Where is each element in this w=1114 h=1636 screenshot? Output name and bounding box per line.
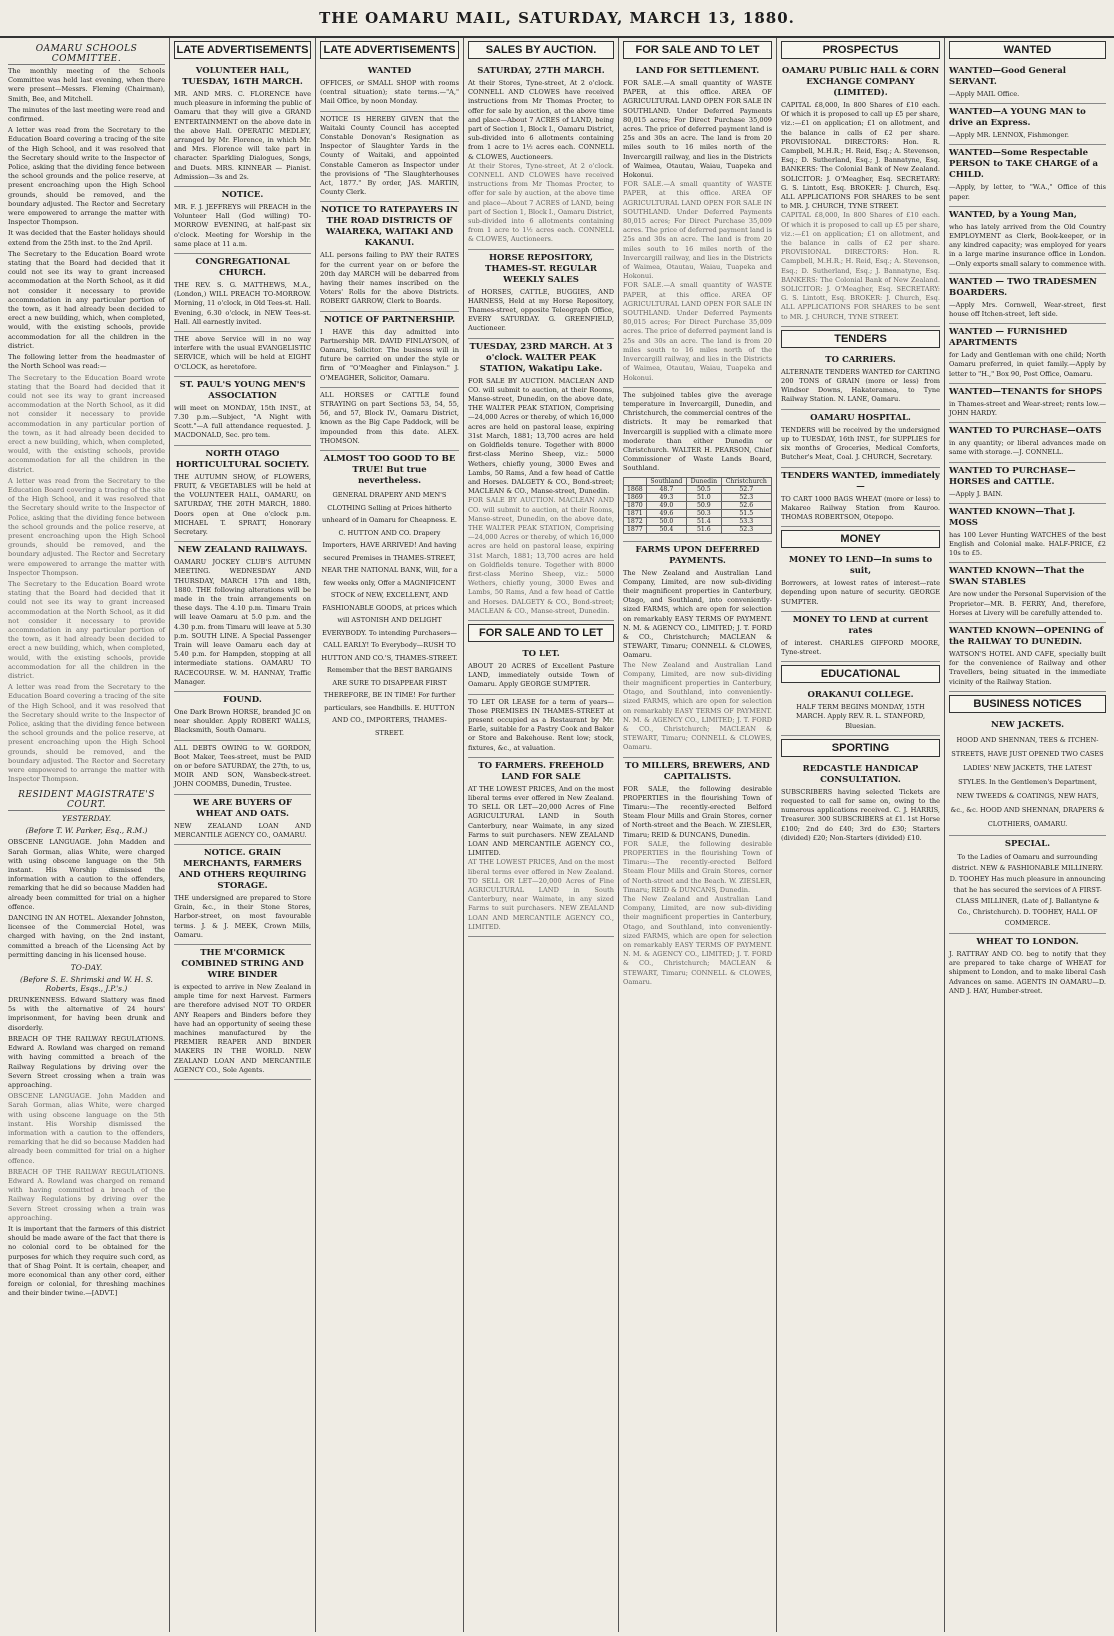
ad-body: ALL HORSES or CATTLE found STRAYING on part Sections 53, 54, 55, 56, and 57, Block IV., Oamaru District, known as the Big Cape Paddock, will be impounded from this date. ALEX. THOMSON. — [320, 390, 459, 445]
ad-body: is expected to arrive in New Zealand in ample time for next Harvest. Farmers are therefore advised NOT TO ORDER ANY Reapers and Binders before they have had an opportunity of seeing these machines manufactured by the PREMIER REAPER AND BINDER MAKERS IN THE WORLD. NEW ZEALAND LOAN AND MERCANTILE AGENCY CO., Sole Agents. — [174, 983, 311, 1074]
table-row — [624, 485, 772, 493]
ad-title: REDCASTLE HANDICAP CONSULTATION. — [802, 763, 919, 785]
advertisement — [320, 63, 459, 112]
table-cell: 1872 — [624, 517, 647, 525]
ad-body: has 100 Lever Hunting WATCHES of the best English and Colonial make. HALF-PRICE, £2 10s to £5. — [949, 530, 1106, 558]
table-cell: 53.3 — [721, 517, 771, 525]
ad-title: WANTED—A YOUNG MAN to drive an Express. — [949, 107, 1086, 129]
article-para: The Secretary to the Education Board wrote stating that the Board had decided that it could not see its way to grant increased accommodation at the North School, as it did not consider it necessary to provide accommodation in any particular portion of the town, as it had already been decided to erect a new building, which, when completed, would, with the existing schools, provide accommodation for all the children in the district. — [8, 373, 165, 474]
ad-body: FOR SALE BY AUCTION. MACLEAN AND CO. will submit to auction, at their Rooms, Manse-street, Dunedin, on the above date, THE WALTER PEAK STATION, Comprising—24,000 Acres or thereby, of which 16,000 acres are held on pastoral lease, expiring 31st March, 1881; 13,700 acres are held on Goldfields tenure. Together with 8000 first-class Merino Sheep, viz.: 5000 Wethers, chiefly young, 3000 Ewes and Lambs, 50 Rams, And a few head of Cattle and Horses. DALGETY & CO., Bond-street; MACLEAN & CO., Manse-street, Dunedin. — [468, 376, 614, 496]
advertisement — [623, 63, 772, 388]
article-para: OBSCENE LANGUAGE. John Madden and Sarah Gorman, alias White, were charged with using obscene language on the 5th instant. His Worship dismissed the information with a caution to the offenders, remarking that he did so because Madden had already been committed for trial on a higher offence. — [8, 1092, 165, 1165]
article-para: A letter was read from the Secretary to the Education Board covering a tracing of the site of the High School, and it was resolved that the Secretary should write to the Inspector of Police, asking that the dividing fence between the school grounds and the police reserve, at present encroaching upon the High School grounds, should be removed, and the boundary adjusted. The Rector and Secretary were empowered to arrange the matter with Inspector Thompson. — [8, 126, 165, 227]
advertisement — [174, 945, 311, 1080]
article-para: The Secretary to the Education Board wrote stating that the Board had decided that it could not see its way to grant increased accommodation at the North School, as it did not consider it necessary to provide accommodation in any particular portion of the town, as it had already been decided to erect a new building, which, when completed, would, with the existing schools, provide accommodation for all the children in the district. — [8, 249, 165, 350]
ad-title: NOTICE. GRAIN MERCHANTS, FARMERS AND OTHERS REQUIRING STORAGE. — [178, 847, 307, 891]
table-cell: 52.3 — [721, 493, 771, 501]
advertisement — [781, 352, 940, 410]
ad-body: ALL persons failing to PAY their RATES for the current year on or before the 20th day MARCH will be debarred from having their names inscribed on the Voters' Rolls for the above Districts. ROBERT GARROW, Clerk to Boards. — [320, 251, 459, 306]
ad-body: MR. AND MRS. C. FLORENCE have much pleasure in informing the public of Oamaru that they will give a GRAND ENTERTAINMENT on the above date in the above Hall. OPERATIC MEDLEY, arranged by Mr. Florence, in which Mr. and Mrs. Florence will take part in character. Sparkling Dialogues, Songs, and Duets. MRS. KINNEAR — Pianist. Admission—3s and 2s. — [174, 90, 311, 181]
table-cell: 50.9 — [687, 501, 721, 509]
ad-title: WANTED — TWO TRADESMEN BOARDERS. — [949, 276, 1097, 298]
ad-body: FOR SALE.—A small quantity of WASTE PAPER, at this office. AREA OF AGRICULTURAL LAND OPEN FOR SALE IN SOUTHLAND. Under Deferred Payments 80,015 acres; For Direct Purchase 35,009 acres. The price of deferred payment land is 25s and 30s an acre. The land is from 20 miles south to 16 miles north of the Invercargill railway, and lies in the Districts of Waimea, Otautau, Waiau, Tuapeka and Hokonui. — [623, 281, 772, 382]
sub-heading: (Before S. E. Shrimski and W. H. S. Roberts, Esqs., J.P.'s.) — [20, 975, 153, 994]
ad-body: —Apply J. BAIN. — [949, 489, 1003, 498]
ad-title: THE M'CORMICK COMBINED STRING AND WIRE BINDER — [181, 948, 304, 980]
ad-body: THE REV. S. G. MATTHEWS, M.A., (London,) WILL PREACH TO-MORROW. Morning, 11 o'clock, in Old Tees-st. Hall. Evening, 6.30 o'clock, in NEW Tees-st. Hall. All earnestly invited. — [174, 281, 311, 326]
column-1 — [4, 38, 170, 1632]
ad-title: TUESDAY, 23RD MARCH. At 3 o'clock. WALTER PEAK STATION, Wakatipu Lake. — [469, 341, 613, 374]
ad-body: —Apply MAIL Office. — [949, 90, 1020, 98]
table-header — [624, 477, 647, 485]
column-6 — [777, 38, 945, 1632]
table-header: Southland — [646, 477, 686, 485]
ad-title: WANTED—Some Respectable PERSON to TAKE CHARGE of a CHILD. — [949, 148, 1098, 181]
ad-body: —Apply Mrs. Cornwell, Wear-street, first house off Itchen-street, left side. — [949, 300, 1106, 319]
ad-body: TO LET OR LEASE for a term of years—Those PREMISES IN THAMES-STREET at present occupied as a Restaurant by Mr. Earle, suitable for a Pastry Cook and Baker or Store and Bakehouse. Rent low; stock, fixtures, &c., at valuation. — [468, 697, 614, 752]
article-para: DRUNKENNESS. Edward Slattery was fined 5s with the alternative of 24 hours' imprisonment, for having been drunk and disorderly. — [8, 996, 165, 1032]
advertisement — [949, 836, 1106, 934]
ad-body: in Thames-street and Wear-street; rents low.—JOHN HARDY. — [949, 399, 1106, 418]
advertisement — [949, 145, 1106, 206]
ad-body: ALL DEBTS OWING to W. GORDON, Boot Maker, Tees-street, must be PAID on or before SATURDAY, the 27th, to us, MOIR AND SON, Wansbeck-street. JOHN COOMBS, Dunedin, Trustee. — [174, 743, 311, 789]
ad-title: WANTED KNOWN—OPENING of the RAILWAY TO DUNEDIN. — [949, 626, 1104, 648]
advertisement — [320, 112, 459, 203]
table-cell: 1869 — [624, 493, 647, 501]
advertisement — [174, 795, 311, 845]
table-cell: 50.5 — [687, 485, 721, 493]
table-cell: 51.0 — [687, 493, 721, 501]
ad-title: ALMOST TOO GOOD TO BE TRUE! But true nevertheless. — [323, 454, 456, 487]
article-para: The monthly meeting of the Schools Committee was held last evening, when there were present—Messrs. Fleming (Chairman), Smith, Bee, and Mitchell. — [8, 67, 165, 103]
ad-body: NOTICE IS HEREBY GIVEN that the Waitaki County Council has accepted Constable Donovan's Resignation as Inspector of Slaughter Yards in the County of Waitaki, and appointed Constable Cameron as Inspector under the provisions of "The Slaughterhouses Act, 1877." By order, JAS. MARTIN, County Clerk. — [320, 114, 459, 197]
advertisement — [949, 934, 1106, 1000]
ad-title: WANTED—TENANTS for SHOPS — [949, 386, 1103, 397]
advertisement — [174, 741, 311, 795]
ad-body: will meet on MONDAY, 15th INST., at 7.30 p.m.—Subject, "A Night with Scott."—A full attendance requested. J. MACDONALD, Sec. pro tem. — [174, 403, 311, 440]
advertisement — [781, 687, 940, 736]
ad-title: NEW ZEALAND RAILWAYS. — [177, 545, 308, 556]
ad-body: OAMARU JOCKEY CLUB'S AUTUMN MEETING. WEDNESDAY AND THURSDAY, MARCH 17th and 18th, 1880. THE following alterations will be made in the train arrangements on these days. The 4.10 p.m. Timaru Train will leave Oamaru at 5.0 p.m. and the 4.30 p.m. from Timaru will leave at 5.30 p.m. SOUTH LINE. A Special Passenger Train will leave Oamaru each day at 5.40 p.m. for Hampden, stopping at all intermediate stations. OAMARU TO RACECOURSE. W. M. HANNAY, Traffic Manager. — [174, 558, 311, 686]
sub-heading: YESTERDAY. — [61, 814, 112, 824]
advertisement — [781, 468, 940, 528]
ad-title: LAND FOR SETTLEMENT. — [635, 66, 760, 76]
ad-title: NORTH OTAGO HORTICULTURAL SOCIETY. — [175, 448, 310, 470]
columns — [4, 38, 1110, 1632]
ad-body: The New Zealand and Australian Land Company, Limited, are now sub-dividing their magnificent properties in Canterbury, Otago, and Southland, into conveniently-sized FARMS, which are open for selection on remarkably EASY TERMS OF PAYMENT. N. M. & AGENCY CO., LIMITED; J. T. FORD & CO., Christchurch; MACLEAN & STEWART, Timaru; CONNELL & CLOWES, Oamaru. — [623, 568, 772, 660]
article-para: DANCING IN AN HOTEL. Alexander Johnston, licensee of the Commercial Hotel, was charged with having, on the 2nd instant, committed a breach of the Licensing Act by permitting dancing in his licensed house. — [8, 914, 165, 959]
table-row — [624, 509, 772, 517]
table-cell: 1877 — [624, 525, 647, 533]
section-band: LATE ADVERTISEMENTS — [320, 41, 459, 59]
ad-title: WE ARE BUYERS OF WHEAT AND OATS. — [193, 797, 292, 819]
ad-title: TENDERS WANTED, immediately— — [781, 470, 940, 492]
section-band: TENDERS — [781, 330, 940, 348]
ad-title: NOTICE TO RATEPAYERS IN THE ROAD DISTRICTS OF WAIAREKA, WAITAKI AND KAKANUI. — [321, 205, 458, 249]
advertisement — [320, 451, 459, 743]
ad-body: NEW ZEALAND LOAN AND MERCANTILE AGENCY CO., OAMARU. — [174, 821, 311, 839]
table-header: Dunedin — [687, 477, 721, 485]
table-cell: 50.3 — [687, 509, 721, 517]
ad-title: OAMARU HOSPITAL. — [810, 412, 911, 423]
ad-body: The New Zealand and Australian Land Company, Limited, are now sub-dividing their magnificent properties in Canterbury, Otago, and Southland, into conveniently-sized FARMS, which are open for selection on remarkably EASY TERMS OF PAYMENT. N. M. & AGENCY CO., LIMITED; J. T. FORD & CO., Christchurch; MACLEAN & STEWART, Timaru; CONNELL & CLOWES, Oamaru. — [623, 895, 772, 986]
article-para: It is important that the farmers of this district should be made aware of the fact that there is no colonial cord to be obtained for the purposes for which they require such cord, as that of Shag Point. It is certain, cheaper, and more economical than any other cord, either foreign or colonial, for threshing machines and their binder twine.—[ADVT.] — [8, 1224, 165, 1298]
advertisement — [949, 563, 1106, 623]
ad-body: who has lately arrived from the Old Country EMPLOYMENT as Clerk, Book-keeper, or in any kindred capacity; was employed for years in a large marine insurance office in London.—Only exports small salary to commence with. — [949, 222, 1106, 268]
ad-title: CONGREGATIONAL CHURCH. — [195, 257, 290, 279]
advertisement — [468, 646, 614, 695]
ad-body: Are now under the Personal Supervision of the Proprietor—MR. B. FERRY, And, therefore, Horses at Livery will be carefully attended to. — [949, 590, 1106, 617]
advertisement — [174, 542, 311, 692]
ad-body: —Apply MR. LENNOX, Fishmonger. — [949, 131, 1069, 140]
table-cell: 1871 — [624, 509, 647, 517]
advertisement — [320, 312, 459, 388]
advertisement — [468, 63, 614, 250]
ad-title: WANTED — [367, 66, 412, 76]
ad-body: ABOUT 20 ACRES of Excellent Pasture LAND, immediately outside Town of Oamaru. Apply GEORGE SUMPTER. — [468, 661, 614, 689]
advertisement — [174, 446, 311, 542]
advertisement — [174, 377, 311, 446]
ad-body: TO CART 1000 BAGS WHEAT (more or less) to Makareo Railway Station from Kauroo. THOMAS ROBERTSON, Otepopo. — [781, 494, 940, 521]
article-para: A letter was read from the Secretary to the Education Board covering a tracing of the site of the High School, and it was resolved that the Secretary should write to the Inspector of Police, asking that the dividing fence between the school grounds and the police reserve, at present encroaching upon the High School grounds, should be removed, and the boundary adjusted. The Rector and Secretary were empowered to arrange the matter with Inspector Thompson. — [8, 476, 165, 577]
table-cell: 49.3 — [646, 493, 686, 501]
ad-title: WANTED TO PURCHASE—OATS — [949, 426, 1102, 437]
ad-title: NOTICE. — [221, 190, 264, 201]
advertisement — [949, 274, 1106, 324]
advertisement — [949, 104, 1106, 145]
advertisement — [949, 463, 1106, 504]
ad-body: FOR SALE, the following desirable PROPERTIES in the flourishing Town of Timaru:—The recently-erected Belford Steam Flour Mills and Grain Stores, corner of North-street and the Beach. W. ZIESLER, Timaru; REID & DUNCANS, Dunedin. — [623, 784, 772, 839]
advertisement — [949, 384, 1106, 423]
ad-body: AT THE LOWEST PRICES, And on the most liberal terms ever offered in New Zealand. TO SELL OR LET—20,000 Acres of Fine AGRICULTURAL LAND in South Canterbury, near Waimate, in any sized Farms to suit purchasers. NEW ZEALAND LOAN AND MERCANTILE AGENCY CO., LIMITED. — [468, 858, 614, 931]
ad-body: for Lady and Gentleman with one child; North Oamaru preferred, in quiet family.—Apply by letter to "H.," Box 90, Post Office, Oamaru. — [949, 351, 1106, 378]
ad-title: WANTED KNOWN—That the SWAN STABLES — [949, 566, 1085, 588]
advertisement — [623, 388, 772, 542]
section-heading: OAMARU SCHOOLS COMMITTEE. — [8, 44, 165, 65]
temperature-table — [623, 477, 772, 534]
article-para: The minutes of the last meeting were read and confirmed. — [8, 105, 165, 124]
article-para: A letter was read from the Secretary to the Education Board covering a tracing of the site of the High School, and it was resolved that the Secretary should write to the Inspector of Police, asking that the dividing fence between the school grounds and the police reserve, at present encroaching upon the High School grounds, should be removed, and the boundary adjusted. The Rector and Secretary were empowered to arrange the matter with Inspector Thompson. — [8, 683, 165, 784]
section-band: PROSPECTUS — [781, 41, 940, 59]
ad-body: HALF TERM BEGINS MONDAY, 15TH MARCH. Apply REV. R. L. STANFORD, Bluesian. — [795, 703, 926, 730]
table-row — [624, 525, 772, 533]
article-para: The following letter from the headmaster of the North School was read:— — [8, 353, 165, 371]
section-band: WANTED — [949, 41, 1106, 59]
table-cell: 52.7 — [721, 485, 771, 493]
advertisement — [781, 612, 940, 662]
ad-title: FARMS UPON DEFERRED PAYMENTS. — [635, 544, 760, 566]
section-band: LATE ADVERTISEMENTS — [174, 41, 311, 59]
ad-body: THE AUTUMN SHOW, of FLOWERS, FRUIT, & VEGETABLES will be held at the VOLUNTEER HALL, OAMARU, on SATURDAY, THE 20TH MARCH, 1880. Doors open at One o'clock p.m. MICHAEL T. SPRATT, Honorary Secretary. — [174, 472, 311, 536]
section-band: SALES BY AUCTION. — [468, 41, 614, 59]
advertisement — [468, 695, 614, 758]
article-para: The Secretary to the Education Board wrote stating that the Board had decided that it could not see its way to grant increased accommodation at the North School, as it did not consider it necessary to provide accommodation in any particular portion of the town, as it had already been decided to erect a new building, which, when completed, would, with the existing schools, provide accommodation for all the children in the district. — [8, 579, 165, 680]
ad-title: WANTED—Good General SERVANT. — [949, 66, 1067, 87]
article-para: It was decided that the Easter holidays should extend from the 25th inst. to the 2nd April. — [8, 229, 165, 247]
ad-body: TENDERS will be received by the undersigned up to TUESDAY, 16th INST., for SUPPLIES for six months of Groceries, Medical Comforts, Butcher's Meat, Coal. J. CHURCH, Secretary. — [781, 425, 940, 462]
ad-body: ALTERNATE TENDERS WANTED for CARTING 200 TONS of GRAIN (more or less) from Windsor Downs, Hakateramea, to Tyne Railway Station. N. LANE, Oamaru. — [781, 367, 940, 404]
advertisement — [174, 63, 311, 187]
advertisement — [468, 339, 614, 621]
table-cell: 52.3 — [721, 525, 771, 533]
table-row — [624, 501, 772, 509]
ad-title: WANTED — FURNISHED APARTMENTS — [949, 327, 1068, 349]
ad-title: TO CARRIERS. — [825, 354, 896, 365]
masthead-title: THE OAMARU MAIL, SATURDAY, MARCH 13, 1880. — [319, 9, 795, 27]
table-cell: 51.6 — [687, 525, 721, 533]
advertisement — [468, 250, 614, 339]
advertisement — [468, 758, 614, 937]
section-band: FOR SALE AND TO LET — [468, 624, 614, 642]
ad-body: I HAVE this day admitted into Partnership MR. DAVID FINLAYSON, of Oamaru, Solicitor. The business will in future be carried on under the style or firm of "O'Meagher and Finlayson." J. O'MEAGHER, Solicitor, Oamaru. — [320, 327, 459, 382]
ad-body: J. RATTRAY AND CO. beg to notify that they are prepared to take charge of WHEAT for shipment to London, and to make liberal Cash Advances on same. AGENTS IN OAMARU—D. AND J. HAY, Humber-street. — [949, 949, 1106, 995]
advertisement — [949, 63, 1106, 104]
column-4 — [464, 38, 619, 1632]
table-cell: 49.0 — [646, 501, 686, 509]
advertisement — [623, 758, 772, 991]
table-cell: 48.7 — [646, 485, 686, 493]
column-5 — [619, 38, 777, 1632]
table-header: Christchurch — [721, 477, 771, 485]
ad-body: The subjoined tables give the average temperature in Invercargill, Dunedin, and Christchurch, the commercial centres of the districts. It may be remarked that Invercargill is supplied with a climate more moderate than either Dunedin or Christchurch. WALTER H. PEARSON, Chief Commissioner of Waste Lands Board, Southland. — [623, 390, 772, 473]
ad-body: GENERAL DRAPERY AND MEN'S CLOTHING Selling at Prices hitherto unheard of in Oamaru for Cheapness. E. C. HUTTON AND CO. Drapery Importers, HAVE ARRIVED! And having secured Premises in THAMES-STREET, NEAR THE NATIONAL BANK, Will, for a few weeks only, Offer a MAGNIFICENT STOCK of NEW, EXCELLENT, AND FASHIONABLE GOODS, at prices which will ASTONISH AND DELIGHT EVERYBODY. To intending Purchasers—CALL EARLY! To Everybody—RUSH TO HUTTON AND CO.'S, THAMES-STREET. Remember that the BEST BARGAINS ARE SURE TO DISAPPEAR FIRST THEREFORE, BE IN TIME! For further particulars, see Handbills. E. HUTTON AND CO., IMPORTERS, THAMES-STREET. — [321, 491, 458, 737]
table-cell: 50.0 — [646, 517, 686, 525]
column-7 — [945, 38, 1110, 1632]
table-row — [624, 493, 772, 501]
ad-body: CAPITAL £8,000, In 800 Shares of £10 each. Of which it is proposed to call up £5 per share, viz.:—£1 on application; £1 on allotment, and the balance in calls of £2 per share. PROVISIONAL DIRECTORS: Hon. R. Campbell, M.H.R.; H. Reid, Esq.; A. Stevenson, Esq.; D. Sutherland, Esq.; J. Bannatyne, Esq. BANKERS: The Colonial Bank of New Zealand. SOLICITOR: J. O'Meagher, Esq. SECRETARY: G. S. Lintott, Esq. BROKER: J. Church, Esq. ALL APPLICATIONS FOR SHARES to be sent to MR. J. CHURCH, TYNE STREET. — [781, 211, 940, 321]
advertisement — [174, 187, 311, 254]
ad-body: FOR SALE.—A small quantity of WASTE PAPER, at this office. AREA OF AGRICULTURAL LAND OPEN FOR SALE IN SOUTHLAND. Under Deferred Payments 80,015 acres; For Direct Purchase 35,009 acres. The price of deferred payment land is 25s and 30s an acre. The land is from 20 miles south to 16 miles north of the Invercargill railway, and lies in the Districts of Waimea, Otautau, Waiau, Tuapeka and Hokonui. — [623, 79, 772, 180]
advertisement — [174, 254, 311, 332]
ad-body: OFFICES, or SMALL SHOP with rooms (central situation); state terms.—"A," Mail Office, by noon Monday. — [320, 79, 459, 106]
ad-body: HOOD AND SHENNAN, TEES & ITCHEN-STREETS, HAVE JUST OPENED TWO CASES LADIES' NEW JACKETS, THE LATEST STYLES. In the Gentlemen's Department, NEW TWEEDS & COATINGS, NEW HATS, &c., &c. HOOD AND SHENNAN, DRAPERS & CLOTHIERS, OAMARU. — [950, 735, 1105, 828]
ad-title: HORSE REPOSITORY, THAMES-ST. REGULAR WEEKLY SALES — [485, 252, 597, 285]
advertisement — [949, 207, 1106, 274]
table-cell: 51.4 — [687, 517, 721, 525]
ad-body: SUBSCRIBERS having selected Tickets are requested to call for same on, owing to the numerous applications received. C. J. HARRIS, Treasurer. 300 SUBSCRIBERS at £1. 1st Horse £100; 2nd do £40; 3rd do £30; Starters (divided) £20; Non-Starters (divided) £10. — [781, 787, 940, 842]
ad-title: WANTED TO PURCHASE—HORSES and CATTLE. — [949, 465, 1076, 487]
table-cell: 50.4 — [646, 525, 686, 533]
advertisement — [174, 692, 311, 741]
section-band: FOR SALE AND TO LET — [623, 41, 772, 59]
ad-title: VOLUNTEER HALL, TUESDAY, 16TH MARCH. — [182, 66, 303, 87]
masthead — [0, 0, 1114, 38]
ad-title: ST. PAUL'S YOUNG MEN'S ASSOCIATION — [179, 379, 306, 401]
section-heading: RESIDENT MAGISTRATE'S COURT. — [8, 790, 165, 811]
column-3 — [316, 38, 464, 1632]
advertisement — [781, 410, 940, 468]
ad-title: TO LET. — [522, 648, 560, 659]
ad-body: At their Stores, Tyne-street, At 2 o'clock. CONNELL AND CLOWES have received instructions from Mr Thomas Procter, to offer for sale by auction, at the above time and place—About 7 ACRES of LAND, being part of Section 1, Block I., Oamaru District, sub-divided into 6 allotments containing from 1 acre to 1½ acres each. CONNELL & CLOWES, Auctioneers. — [468, 79, 614, 161]
advertisement — [320, 388, 459, 451]
ad-body: FOR SALE.—A small quantity of WASTE PAPER, at this office. AREA OF AGRICULTURAL LAND OPEN FOR SALE IN SOUTHLAND. Under Deferred Payments 80,015 acres; For Direct Purchase 35,009 acres. The price of deferred payment land is 25s and 30s an acre. The land is from 20 miles south to 16 miles north of the Invercargill railway, and lies in the Districts of Waimea, Otautau, Waiau, Tuapeka and Hokonui. — [623, 180, 772, 281]
ad-title: NOTICE OF PARTNERSHIP. — [323, 314, 456, 325]
ad-title: MONEY TO LEND—In sums to suit, — [788, 555, 933, 577]
advertisement — [623, 542, 772, 758]
table-row — [624, 517, 772, 525]
ad-body: CAPITAL £8,000, In 800 Shares of £10 each. Of which it is proposed to call up £5 per share, viz.:—£1 on application; £1 on allotment, and the balance in calls of £2 per share. PROVISIONAL DIRECTORS: Hon. R. Campbell, M.H.R.; H. Reid, Esq.; A. Stevenson, Esq.; D. Sutherland, Esq.; J. Bannatyne, Esq. BANKERS: The Colonial Bank of New Zealand. SOLICITOR: J. O'Meagher, Esq. SECRETARY: G. S. Lintott, Esq. BROKER: J. Church, Esq. ALL APPLICATIONS FOR SHARES to be sent to MR. J. CHURCH, TYNE STREET. — [781, 101, 940, 211]
ad-title: WANTED, by a Young Man, — [949, 209, 1077, 220]
sub-heading: TO-DAY. — [70, 963, 103, 973]
table-cell: 1868 — [624, 485, 647, 493]
article-para: BREACH OF THE RAILWAY REGULATIONS. Edward A. Rowland was charged on remand with having committed a breach of the Railway Regulations by driving over the Severn Street crossing when a train was approaching. — [8, 1167, 165, 1222]
section-band: BUSINESS NOTICES — [949, 695, 1106, 713]
ad-body: in any quantity; or liberal advances made on same with storage.—J. CONNELL. — [949, 439, 1106, 457]
advertisement — [781, 761, 940, 847]
ad-title: SPECIAL. — [1004, 838, 1051, 849]
advertisement — [174, 845, 311, 945]
ad-title: WHEAT TO LONDON. — [976, 936, 1079, 947]
column-2 — [170, 38, 316, 1632]
article-para: BREACH OF THE RAILWAY REGULATIONS. Edward A. Rowland was charged on remand with having committed a breach of the Railway Regulations by driving over the Severn Street crossing when a train was approaching. — [8, 1034, 165, 1089]
section-band: MONEY — [781, 530, 940, 548]
table-cell: 52.6 — [721, 501, 771, 509]
ad-body: of interest. CHARLES GIFFORD MOORE, Tyne-street. — [781, 638, 940, 656]
ad-body: Borrowers, at lowest rates of interest—rate depending upon nature of security. GEORGE SUMPTER. — [781, 579, 940, 606]
advertisement — [949, 324, 1106, 384]
advertisement — [320, 202, 459, 311]
ad-body: FOR SALE BY AUCTION. MACLEAN AND CO. will submit to auction, at their Rooms, Manse-street, Dunedin, on the above date, THE WALTER PEAK STATION, Comprising—24,000 Acres or thereby, of which 16,000 acres are held on pastoral lease, expiring 31st March, 1881; 13,700 acres are held on Goldfields tenure. Together with 8000 first-class Merino Sheep, viz.: 5000 Wethers, chiefly young, 3000 Ewes and Lambs, 50 Rams, And a few head of Cattle and Horses. DALGETY & CO., Bond-street; MACLEAN & CO., Manse-street, Dunedin. — [468, 496, 614, 615]
advertisement — [949, 504, 1106, 564]
ad-title: TO FARMERS. FREEHOLD LAND FOR SALE — [478, 760, 604, 782]
table-cell: 1870 — [624, 501, 647, 509]
ad-title: NEW JACKETS. — [990, 719, 1065, 730]
ad-title: MONEY TO LEND at current rates — [792, 614, 929, 636]
table-cell: 51.5 — [721, 509, 771, 517]
sub-heading: (Before T. W. Parker, Esq., R.M.) — [25, 826, 148, 836]
advertisement — [781, 63, 940, 327]
ad-title: FOUND. — [223, 694, 262, 705]
ad-title: OAMARU PUBLIC HALL & CORN EXCHANGE COMPANY (LIMITED). — [781, 66, 940, 98]
advertisement — [949, 623, 1106, 692]
section-band: SPORTING — [781, 739, 940, 757]
advertisement — [949, 423, 1106, 462]
section-band: EDUCATIONAL — [781, 665, 940, 683]
article-body — [8, 996, 165, 1299]
advertisement — [781, 552, 940, 612]
ad-body: THE above Service will in no way interfere with the usual EVANGELISTIC SERVICE, which will be held at EIGHT O'CLOCK, as heretofore. — [174, 335, 311, 371]
ad-body: THE undersigned are prepared to Store Grain, &c., in their Stone Stores, Harbor-street, on most favourable terms. J. & J. MEEK, Crown Mills, Oamaru. — [174, 893, 311, 939]
table-cell: 49.6 — [646, 509, 686, 517]
ad-body: AT THE LOWEST PRICES, And on the most liberal terms ever offered in New Zealand. TO SELL OR LET—20,000 Acres of Fine AGRICULTURAL LAND in South Canterbury, near Waimate, in any sized Farms to suit purchasers. NEW ZEALAND LOAN AND MERCANTILE AGENCY CO., LIMITED. — [468, 784, 614, 858]
ad-body: of HORSES, CATTLE, BUGGIES, AND HARNESS, Held at my Horse Repository, Thames-street, opposite Teleograph Office, EVERY SATURDAY. G. GREENFIELD, Auctioneer. — [468, 287, 614, 333]
ad-body: MR. F. J. JEFFREYS will PREACH in the Volunteer Hall (God willing) TO-MORROW EVENING, at half-past six o'clock. Meeting for Worship in the same place at 11 a.m. — [174, 203, 311, 248]
table-header-row — [624, 477, 772, 485]
advertisement — [174, 332, 311, 377]
ad-body: The New Zealand and Australian Land Company, Limited, are now sub-dividing their magnificent properties in Canterbury, Otago, and Southland, into conveniently-sized FARMS, which are open for selection on remarkably EASY TERMS OF PAYMENT. N. M. & AGENCY CO., LIMITED; J. T. FORD & CO., Christchurch; MACLEAN & STEWART, Timaru; CONNELL & CLOWES, Oamaru. — [623, 660, 772, 752]
article-para: OBSCENE LANGUAGE. John Madden and Sarah Gorman, alias White, were charged with using obscene language on the 5th instant. His Worship dismissed the information with a caution to the offenders, remarking that he did so because Madden had already been committed for trial on a higher offence. — [8, 838, 165, 911]
ad-title: TO MILLERS, BREWERS, AND CAPITALISTS. — [625, 760, 770, 782]
ad-body: WATSON'S HOTEL AND CAFE, specially built for the convenience of Railway and other Travellers, being situated in the immediate vicinity of the Railway Station. — [949, 650, 1106, 686]
ad-body: FOR SALE, the following desirable PROPERTIES in the flourishing Town of Timaru:—The recently-erected Belford Steam Flour Mills and Grain Stores, corner of North-street and the Beach. W. ZIESLER, Timaru; REID & DUNCANS, Dunedin. — [623, 839, 772, 894]
ad-body: At their Stores, Tyne-street, At 2 o'clock. CONNELL AND CLOWES have received instructions from Mr Thomas Procter, to offer for sale by auction, at the above time and place—About 7 ACRES of LAND, being part of Section 1, Block I., Oamaru District, sub-divided into 6 allotments containing from 1 acre to 1½ acres each. CONNELL & CLOWES, Auctioneers. — [468, 161, 614, 244]
ad-title: SATURDAY, 27TH MARCH. — [477, 66, 605, 76]
ad-body: One Dark Brown HORSE, branded JC on near shoulder. Apply ROBERT WALLS, Blacksmith, South Oamaru. — [174, 707, 311, 735]
ad-title: ORAKANUI COLLEGE. — [807, 690, 914, 701]
ad-body: —Apply, by letter, to "W.A.," Office of this paper. — [949, 183, 1106, 201]
article-body — [8, 838, 165, 960]
advertisement — [949, 717, 1106, 836]
ad-body: To the Ladies of Oamaru and surrounding district. NEW & FASHIONABLE MILLINERY. D. TOOHEY Has much pleasure in announcing that he has secured the services of A FIRST-CLASS MILLINER, (Late of J. Ballantyne & Co., Christchurch). D. TOOHEY, HALL OF COMMERCE. — [949, 852, 1106, 927]
article-body — [8, 67, 165, 784]
ad-title: WANTED KNOWN—That J. MOSS — [949, 506, 1076, 528]
